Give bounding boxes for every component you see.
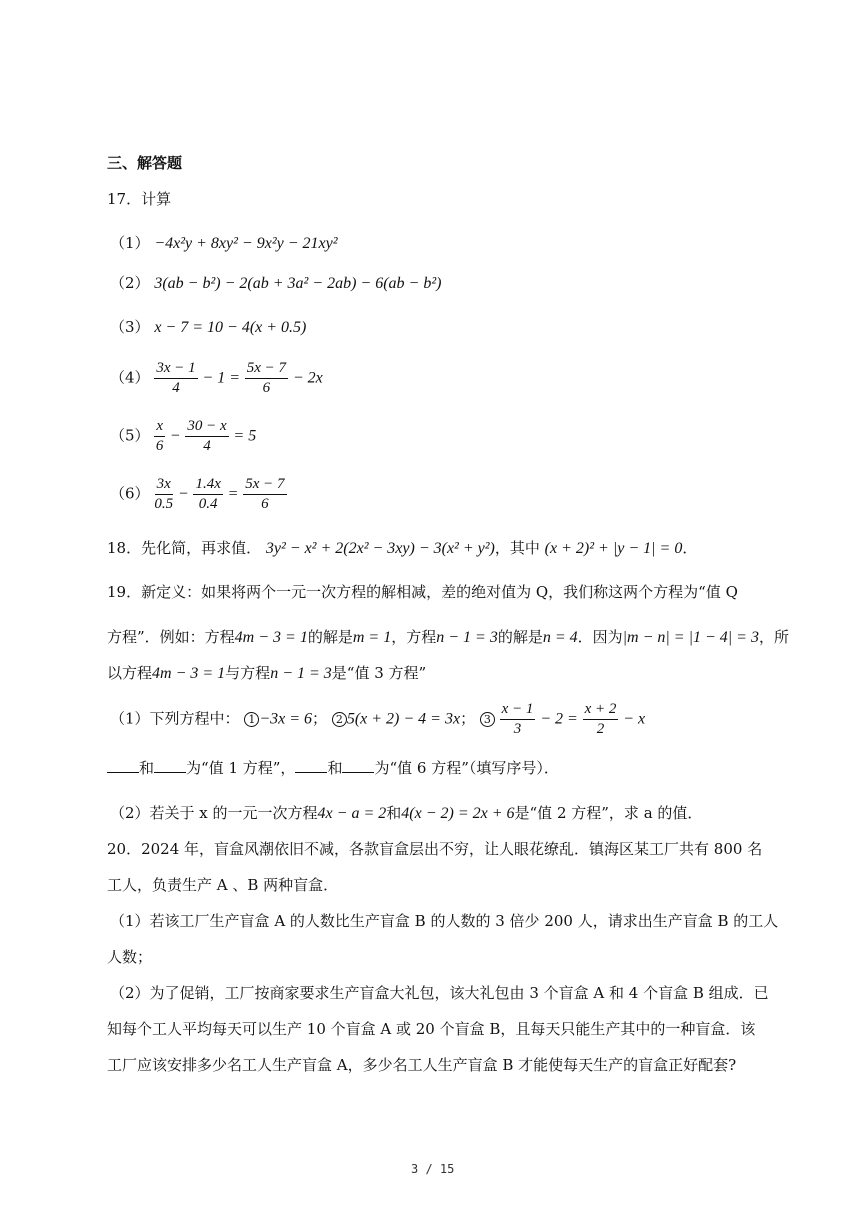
fraction: $\frac{30 - x}{4}$ (187, 418, 227, 454)
fraction: $\frac{x}{6}$ (155, 418, 164, 454)
item-label: （2） (110, 274, 150, 292)
q20-line-2: 工人，负责生产 A 、B 两种盲盒． (107, 876, 339, 894)
q19-line-3: 以方程4m − 3 = 1与方程n − 1 = 3是“值 3 方程” (107, 664, 427, 682)
expression: −4x²y + 8xy² − 9x²y − 21xy² (154, 235, 338, 252)
q17-title: 17．计算 (107, 190, 172, 208)
answer-blank (295, 760, 327, 773)
item-label: （4） (110, 368, 150, 387)
q20-part-1-line-2: 人数； (107, 948, 153, 966)
fraction: $\frac{3x - 1}{4}$ (156, 360, 196, 396)
q20-part-2-line-1: （2）为了促销，工厂按商家要求生产盲盒大礼包，该大礼包由 3 个盲盒 A 和 4 个盲盒 B 组成．已 (110, 984, 769, 1002)
q19-line-2: 方程”．例如：方程4m − 3 = 1的解是m = 1，方程n − 1 = 3的解是n = 4．因为|m − n| = |1 − 4| = 3，所 (107, 628, 789, 646)
item-label: （1） (110, 234, 150, 252)
item-label: （6） (110, 484, 150, 503)
item-label: （3） (110, 318, 150, 336)
q19-part-1-fill: 和 为“值 1 方程”， 和 为“值 6 方程”（填写序号）． (107, 760, 559, 776)
fraction: $\frac{3x}{0.5}$ (154, 476, 174, 512)
answer-blank (107, 760, 139, 773)
expression: 3(ab − b²) − 2(ab + 3a² − 2ab) − 6(ab − b²) (154, 275, 442, 292)
q19-part-2: （2）若关于 x 的一元一次方程4x − a = 2和4(x − 2) = 2x + 6是“值 2 方程”，求 a 的值． (110, 804, 703, 822)
circled-number: 1 (244, 712, 259, 727)
expression: x − 7 = 10 − 4(x + 0.5) (154, 319, 307, 336)
fraction: $\frac{x + 2}{2}$ (584, 701, 617, 737)
answer-blank (342, 760, 374, 773)
q20-line-1: 20．2024 年，盲盒风潮依旧不减，各款盲盒层出不穷，让人眼花缭乱．镇海区某工厂共有 800 名 (107, 840, 763, 858)
circled-number: 3 (480, 712, 495, 727)
circled-number: 2 (332, 712, 347, 727)
fraction: $\frac{1.4x}{0.4}$ (195, 476, 221, 512)
q19-part-1: （1）下列方程中： 1 −3x = 6； 2 5(x + 2) − 4 = 3x； 3 $\frac{x - 1}{3}$ − 2 = $\frac{x + 2}{2}$ − x (110, 701, 646, 737)
condition: (x + 2)² + |y − 1| = 0 (544, 540, 683, 557)
q20-part-2-line-2: 知每个工人平均每天可以生产 10 个盲盒 A 或 20 个盲盒 B，且每天只能生产其中的一种盲盒．该 (107, 1020, 756, 1038)
q17-item-6: （6） $\frac{3x}{0.5}$ − $\frac{1.4x}{0.4}$ = $\frac{5x - 7}{6}$ (110, 476, 285, 512)
q17-item-1 (110, 236, 338, 252)
q19-line-1: 19．新定义：如果将两个一元一次方程的解相减，差的绝对值为 Q，我们称这两个方程为“值 Q (107, 583, 738, 601)
answer-blank (154, 760, 186, 773)
fraction: $\frac{5x - 7}{6}$ (245, 476, 285, 512)
q17-item-5: （5） $\frac{x}{6}$ − $\frac{30 - x}{4}$ = 5 (110, 418, 257, 454)
q17-item-4: （4） $\frac{3x - 1}{4}$ − 1 = $\frac{5x - 7}{6}$ − 2x (110, 360, 323, 396)
q17-item-3 (110, 320, 306, 336)
q17-item-2 (110, 276, 441, 292)
expression: 3y² − x² + 2(2x² − 3xy) − 3(x² + y²) (265, 540, 495, 557)
fraction: $\frac{5x - 7}{6}$ (246, 360, 287, 396)
fraction: $\frac{x - 1}{3}$ (501, 701, 534, 737)
q20-part-2-line-3: 工厂应该安排多少名工人生产盲盒 A，多少名工人生产盲盒 B 才能使每天生产的盲盒正好配套? (107, 1056, 737, 1074)
page-number: 3 / 15 (411, 1162, 455, 1176)
q18: 18．先化简，再求值． 3y² − x² + 2(2x² − 3xy) − 3(x² + y²)，其中 (x + 2)² + |y − 1| = 0． (107, 539, 698, 557)
q20-part-1-line-1: （1）若该工厂生产盲盒 A 的人数比生产盲盒 B 的人数的 3 倍少 200 人，请求出生产盲盒 B 的工人 (110, 912, 779, 930)
item-label: （5） (110, 426, 150, 445)
section-title: 三、解答题 (107, 154, 183, 172)
